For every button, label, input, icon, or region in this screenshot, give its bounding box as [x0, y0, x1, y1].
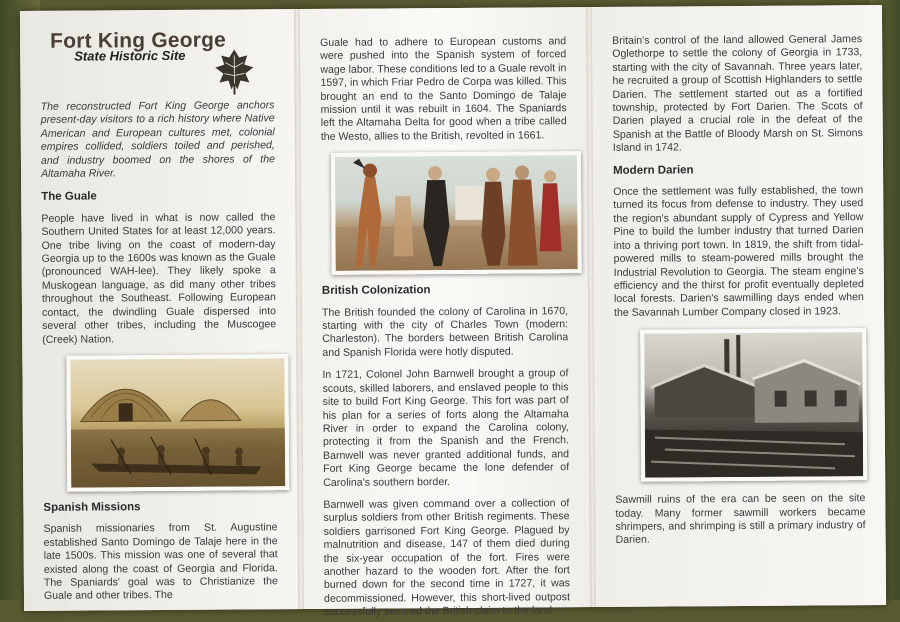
sawmill-drawing [644, 332, 863, 478]
spanish-missionaries-painting [331, 151, 582, 275]
spanish-missions-heading: Spanish Missions [43, 501, 141, 514]
logo-subtitle: State Historic Site [74, 48, 186, 65]
site-logo [34, 28, 280, 97]
sawmill-photograph [640, 328, 867, 482]
modern-darien-heading: Modern Darien [613, 163, 694, 177]
british-colonization-heading: British Colonization [321, 284, 431, 298]
logo-title: Fort King George [50, 28, 227, 53]
missions-continued-paragraph: Guale had to adhere to European customs and were pushed into the Spanish system of forced wage labor. These conditions led to a Guale revolt in 1597, in which Friar Pedro de Corpa was killed. This brought an end to the Santo Domingo de Talaje mission until it was rebuilt in 1604. The Spaniards left the Altamaha Delta for good when a tribe called the Westo, allies to the British, revolted in 1661. [320, 35, 567, 143]
modern-darien-paragraph: Once the settlement was fully established, the town turned its focus from defense to industry. They used the region's abundant supply of Cypress and Yellow Pine to build the lumber industry that turned Darien into a thriving port town. In 1819, the shift from tidal-powered mills to steam-powered mills brought the Industrial Revolution to Georgia. The steam engine's efficiency and the thirst for profit eventually depleted local forests. Darien's sawmilling days ended when the Savannah Lumber Company closed in 1923. [613, 184, 864, 319]
sawmill-caption: Sawmill ruins of the era can be seen on the site today. Many former sawmill workers became shrimpers, and shrimping is still a primary industry of Darien. [615, 492, 866, 547]
intro-paragraph: The reconstructed Fort King George anchors present-day visitors to a rich history where Native American and European cultures met, colonial empires collided, soldiers toiled and perished, and industry boomed on the shores of the Altamaha River. [40, 99, 275, 180]
brochure-panel-left [20, 9, 298, 611]
brochure-panel-right [592, 5, 886, 607]
missionaries-drawing [335, 155, 578, 271]
british-paragraph-1: The British founded the colony of Carolina in 1670, starting with the city of Charles Town (modern: Charleston). The borders between British Carolina and Spanish Florida were hotly disputed. [321, 304, 569, 359]
oak-leaf-icon [212, 47, 256, 95]
guale-heading: The Guale [41, 190, 97, 204]
spanish-missions-paragraph: Spanish missionaries from St. Augustine established Santo Domingo de Talaje here in the late 1500s. This mission was one of several that existed along the coast of Georgia and Florida. The Spaniards' goal was to Christianize the Guale and other tribes. The [43, 521, 278, 603]
brochure-panel-middle [300, 7, 590, 619]
guale-village-drawing [70, 358, 285, 487]
colonization-continued-paragraph: Britain's control of the land allowed General James Oglethorpe to settle the colony of Georgia in 1733, starting with the city of Savannah. Three years later, he recruited a group of Scottish Highlanders to settle Darien. The settlement started out as a fortified township, protected by Fort Darien. The Scots of Darien played a crucial role in the defeat of the Spanish at the Battle of Bloody Marsh on St. Simons Island in 1742. [612, 33, 863, 155]
guale-village-illustration [66, 354, 289, 492]
guale-paragraph: People have lived in what is now called the Southern United States for at least 12,000 years. One tribe living on the coast of modern-day Georgia up to the 1600s was known as the Guale (pronounced WAH-lee). They likely spoke a Muskogean language, as did many other tribes throughout the Southeast. Following European contact, the dwindling Guale dispersed into several other tribes, including the Muscogee (Creek) Nation. [41, 211, 277, 346]
british-paragraph-2: In 1721, Colonel John Barnwell brought a group of scouts, skilled laborers, and enslaved people to this site to build Fort King George. This fort was part of his plan for a series of forts along the Altamaha River in order to expand the Carolina colony, protecting it from the Spanish and the French. Barnwell was never granted additional funds, and Fort King George became the lone defender of Carolina's southern border. [322, 367, 570, 489]
british-paragraph-3: Barnwell was given command over a collection of surplus soldiers from other British regiments. These soldiers garrisoned Fort King George. Plagued by malnutrition and disease, 147 of them died during the six-year occupation of the fort. Fires were another hazard to the wooden fort. After the fort burned down for the second time in 1727, it was decommissioned. However, this short-lived outpost successfully secured the British claim to the land. [323, 497, 571, 619]
brochure [20, 5, 886, 619]
